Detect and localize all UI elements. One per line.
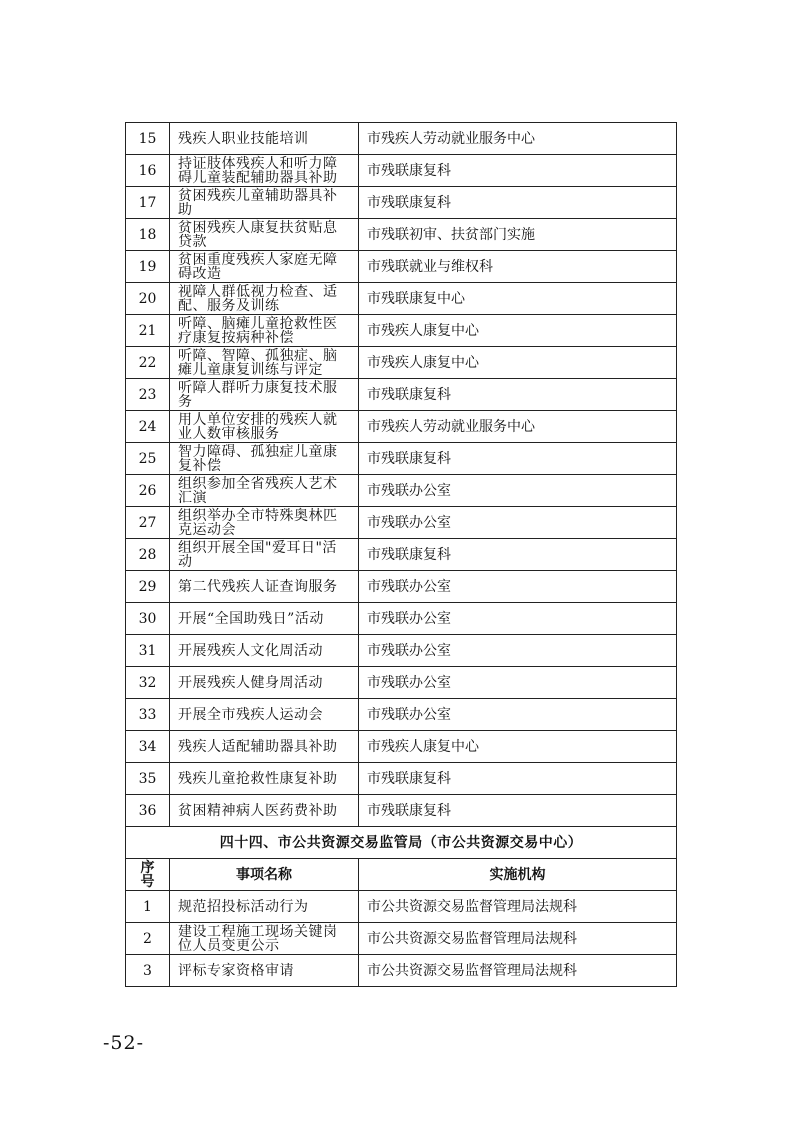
header-item-name: 事项名称 [170,859,359,891]
table-row [126,539,677,571]
table-row [126,507,677,539]
table-row [126,443,677,475]
row-item-name: 智力障碍、孤独症儿童康复补偿 [170,443,359,475]
row-number: 36 [126,795,170,827]
table-row [126,315,677,347]
table-row [126,891,677,923]
table-row [126,379,677,411]
section-title-row [126,827,677,859]
table-row [126,699,677,731]
row-organization: 市残疾人康复中心 [359,315,677,347]
row-number: 25 [126,443,170,475]
table-row [126,667,677,699]
row-organization: 市残联办公室 [359,667,677,699]
page-number: -52- [103,1032,145,1054]
table-row [126,411,677,443]
row-organization: 市残联康复科 [359,443,677,475]
row-organization: 市残疾人劳动就业服务中心 [359,123,677,155]
row-item-name: 视障人群低视力检查、适配、服务及训练 [170,283,359,315]
row-organization: 市残联办公室 [359,635,677,667]
row-number: 31 [126,635,170,667]
row-number: 19 [126,251,170,283]
row-number: 21 [126,315,170,347]
row-organization: 市残联康复科 [359,155,677,187]
header-number-label: 序号 [140,859,155,890]
row-number: 1 [126,891,170,923]
header-row [126,859,677,891]
service-table [125,122,677,987]
row-organization: 市残联康复科 [359,187,677,219]
row-item-name: 评标专家资格审请 [170,955,359,987]
row-item-name: 贫困精神病人医药费补助 [170,795,359,827]
row-organization: 市残联办公室 [359,475,677,507]
row-number: 16 [126,155,170,187]
row-number: 34 [126,731,170,763]
header-organization: 实施机构 [359,859,677,891]
row-organization: 市残联康复中心 [359,283,677,315]
row-item-name: 开展残疾人健身周活动 [170,667,359,699]
row-number: 24 [126,411,170,443]
row-number: 29 [126,571,170,603]
table-row [126,603,677,635]
table-row [126,251,677,283]
row-number: 22 [126,347,170,379]
row-item-name: 听障、智障、孤独症、脑瘫儿童康复训练与评定 [170,347,359,379]
row-item-name: 贫困残疾人康复扶贫贴息贷款 [170,219,359,251]
row-organization: 市残联就业与维权科 [359,251,677,283]
row-item-name: 开展全市残疾人运动会 [170,699,359,731]
table-body-a [126,123,677,827]
row-number: 18 [126,219,170,251]
row-item-name: 听障人群听力康复技术服务 [170,379,359,411]
row-organization: 市残联办公室 [359,603,677,635]
row-organization: 市残疾人劳动就业服务中心 [359,411,677,443]
section-block [126,827,677,891]
row-organization: 市残联办公室 [359,571,677,603]
row-organization: 市公共资源交易监督管理局法规科 [359,923,677,955]
table-row [126,187,677,219]
table-row [126,731,677,763]
row-item-name: 第二代残疾人证查询服务 [170,571,359,603]
row-item-name: 残疾儿童抢救性康复补助 [170,763,359,795]
row-organization: 市残联康复科 [359,763,677,795]
table-row [126,123,677,155]
row-item-name: 持证肢体残疾人和听力障碍儿童装配辅助器具补助 [170,155,359,187]
row-item-name: 组织参加全省残疾人艺术汇演 [170,475,359,507]
table-row [126,283,677,315]
row-number: 30 [126,603,170,635]
row-organization: 市残疾人康复中心 [359,347,677,379]
row-organization: 市残疾人康复中心 [359,731,677,763]
table-row [126,475,677,507]
row-organization: 市残联初审、扶贫部门实施 [359,219,677,251]
row-item-name: 组织举办全市特殊奥林匹克运动会 [170,507,359,539]
row-organization: 市残联康复科 [359,795,677,827]
row-item-name: 用人单位安排的残疾人就业人数审核服务 [170,411,359,443]
row-item-name: 建设工程施工现场关键岗位人员变更公示 [170,923,359,955]
table-row [126,923,677,955]
row-item-name: 贫困重度残疾人家庭无障碍改造 [170,251,359,283]
row-number: 23 [126,379,170,411]
row-number: 35 [126,763,170,795]
table-row [126,955,677,987]
row-number: 26 [126,475,170,507]
row-number: 33 [126,699,170,731]
row-item-name: 听障、脑瘫儿童抢救性医疗康复按病种补偿 [170,315,359,347]
row-number: 3 [126,955,170,987]
table-row [126,571,677,603]
table-row [126,155,677,187]
row-number: 32 [126,667,170,699]
row-organization: 市公共资源交易监督管理局法规科 [359,891,677,923]
table-row [126,635,677,667]
row-organization: 市残联办公室 [359,507,677,539]
table-row [126,219,677,251]
row-item-name: 贫困残疾儿童辅助器具补助 [170,187,359,219]
row-number: 17 [126,187,170,219]
table-row [126,763,677,795]
row-organization: 市残联康复科 [359,539,677,571]
row-organization: 市残联办公室 [359,699,677,731]
row-number: 15 [126,123,170,155]
row-number: 2 [126,923,170,955]
row-number: 28 [126,539,170,571]
row-item-name: 残疾人职业技能培训 [170,123,359,155]
row-item-name: 组织开展全国"爱耳日"活动 [170,539,359,571]
table-body-b [126,891,677,987]
row-item-name: 开展“全国助残日”活动 [170,603,359,635]
row-number: 20 [126,283,170,315]
row-item-name: 开展残疾人文化周活动 [170,635,359,667]
header-number [126,859,170,891]
section-title: 四十四、市公共资源交易监管局（市公共资源交易中心） [126,827,677,859]
row-organization: 市残联康复科 [359,379,677,411]
row-organization: 市公共资源交易监督管理局法规科 [359,955,677,987]
row-item-name: 残疾人适配辅助器具补助 [170,731,359,763]
row-item-name: 规范招投标活动行为 [170,891,359,923]
row-number: 27 [126,507,170,539]
table-row [126,795,677,827]
table-row [126,347,677,379]
